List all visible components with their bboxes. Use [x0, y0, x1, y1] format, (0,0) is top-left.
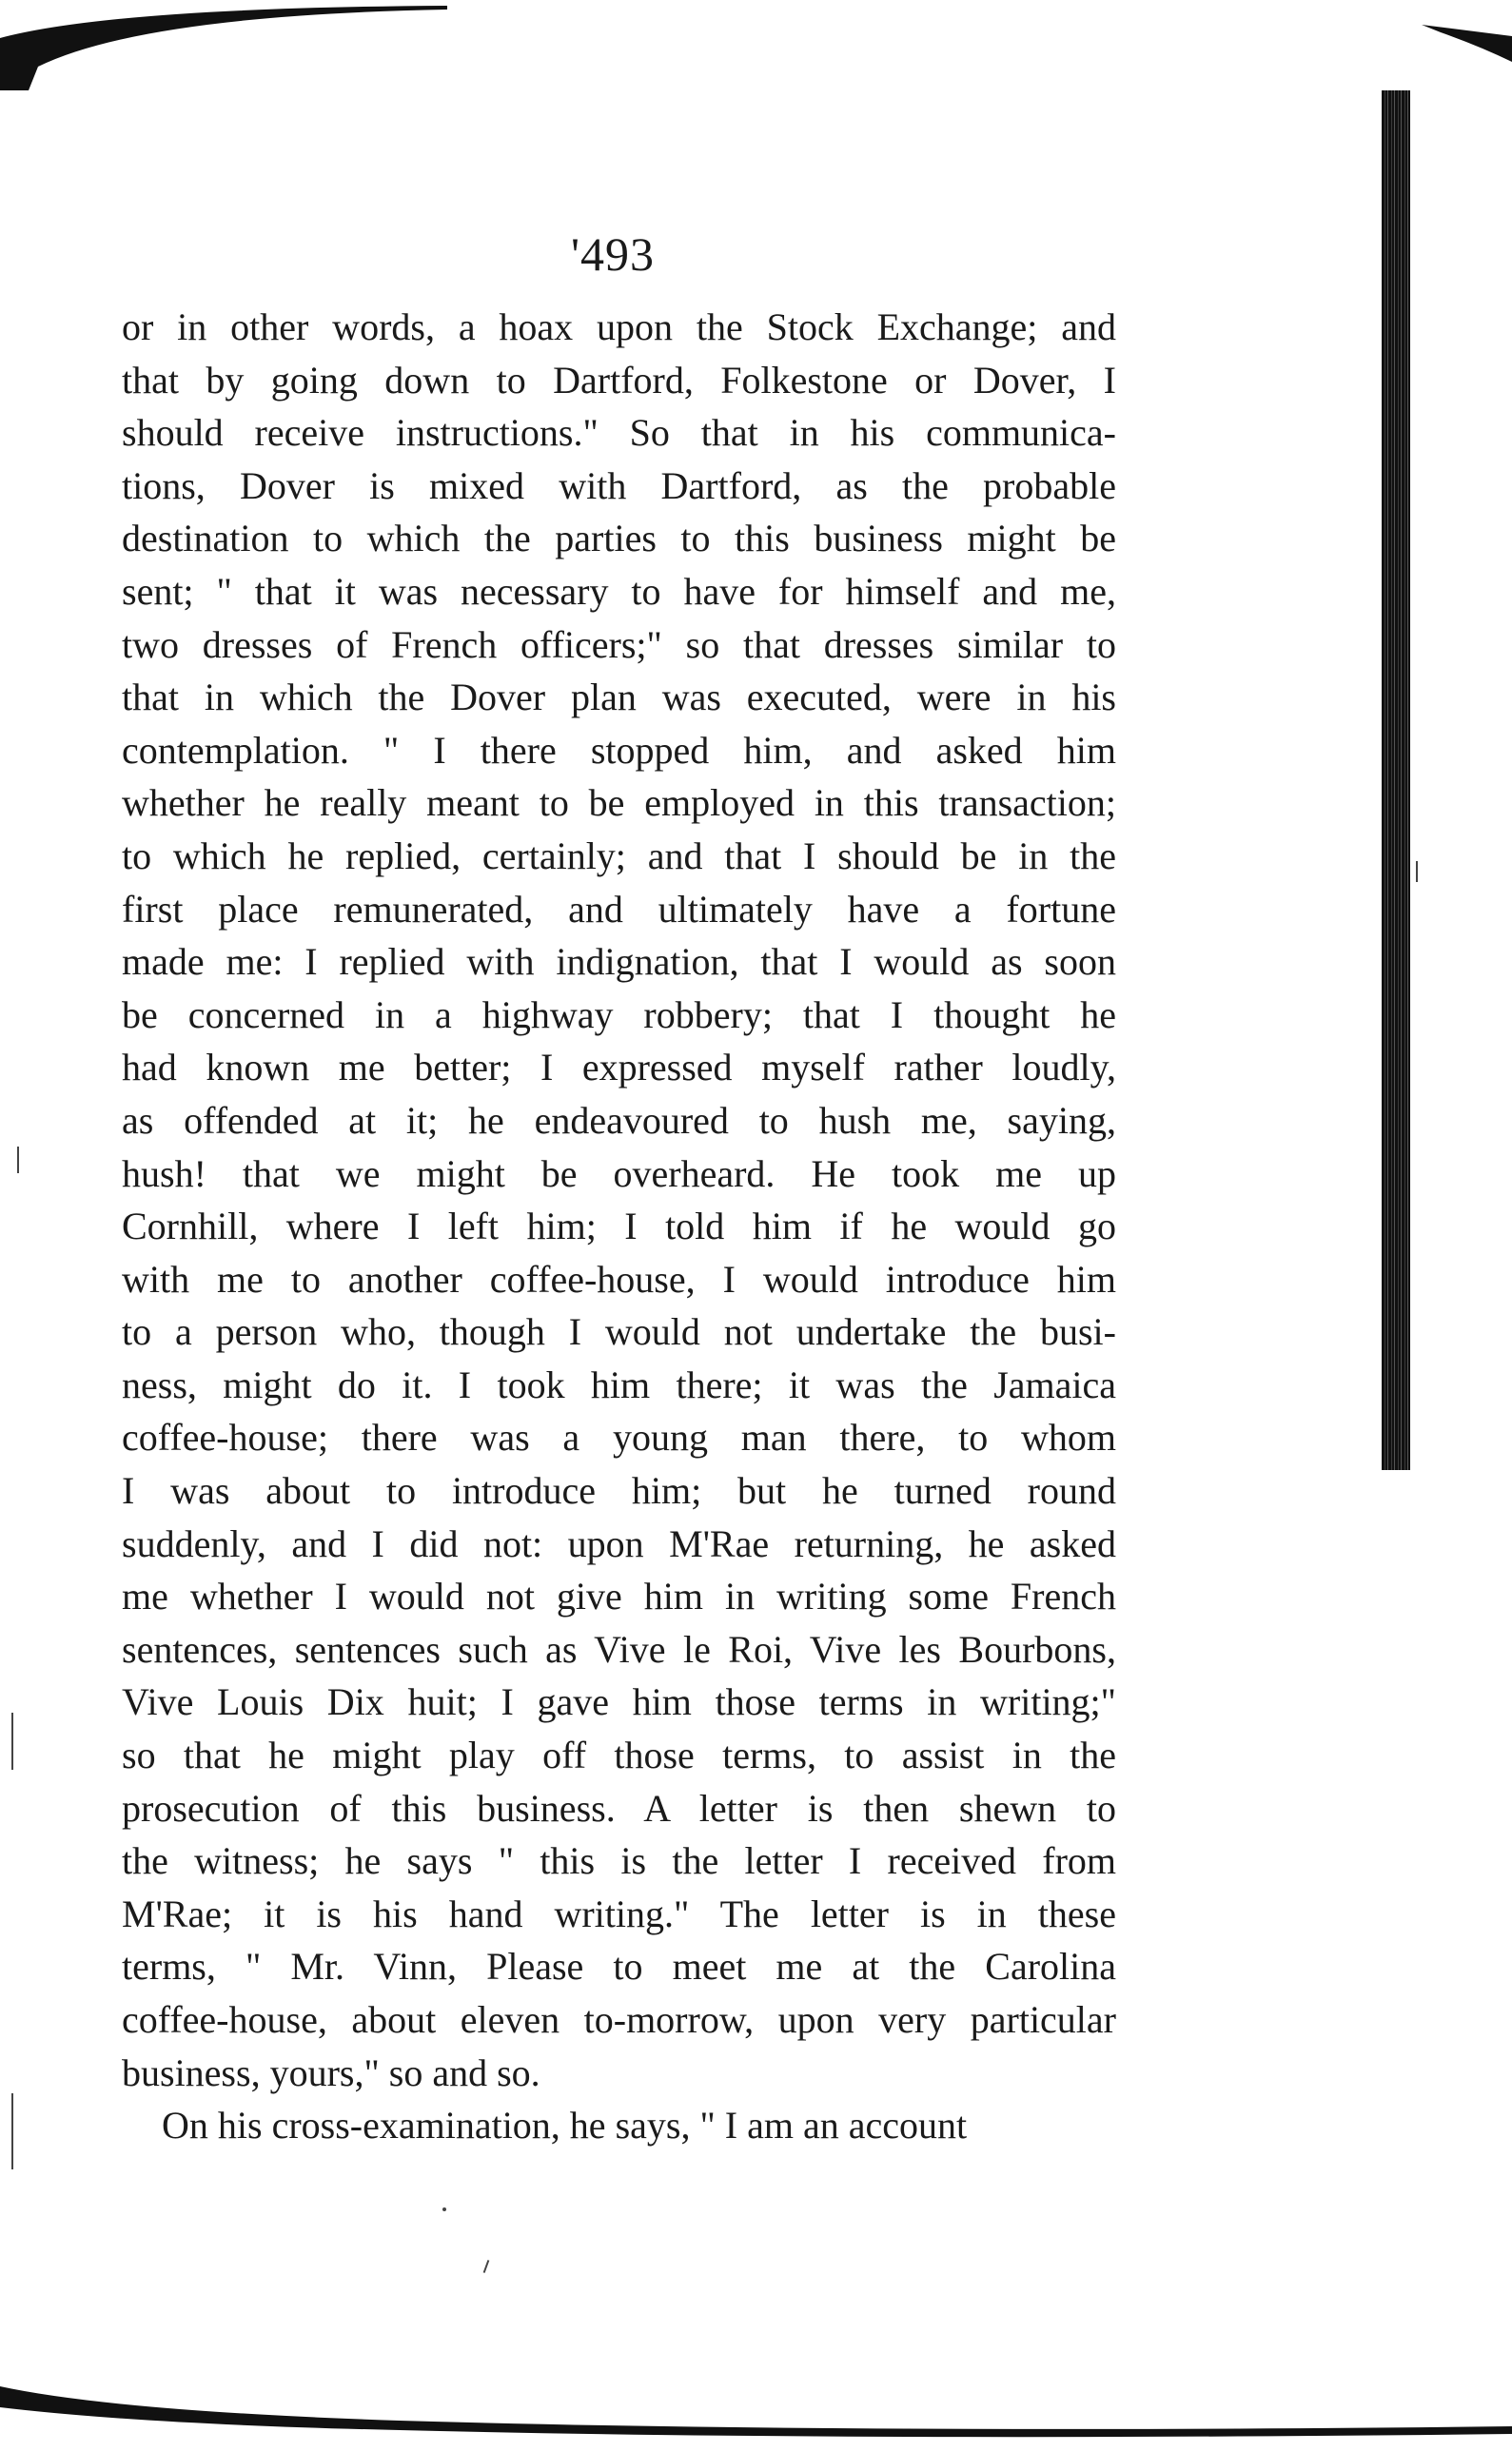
text-line: made me: I replied with indignation, that I would as soon [122, 940, 1116, 984]
text-line: contemplation. " I there stopped him, and asked him [122, 728, 1116, 772]
text-line: first place remunerated, and ultimately have a fortune [122, 887, 1116, 931]
text-line: coffee-house; there was a young man there, to whom [122, 1416, 1116, 1460]
text-line: that in which the Dover plan was executed, were in his [122, 676, 1116, 719]
text-line: with me to another coffee-house, I would introduce him [122, 1257, 1116, 1301]
text-line: business, yours," so and so. [122, 2050, 540, 2094]
page-curl-top-right [1422, 19, 1512, 62]
text-line: ness, might do it. I took him there; it was the Jamaica [122, 1363, 1116, 1406]
text-line: sentences, sentences such as Vive le Roi, Vive les Bourbons, [122, 1627, 1116, 1671]
margin-mark [1416, 861, 1418, 882]
text-line-paragraph-start: On his cross-examination, he says, " I am an account [162, 2104, 968, 2148]
text-line: tions, Dover is mixed with Dartford, as the probable [122, 463, 1116, 507]
text-line: Vive Louis Dix huit; I gave him those terms in writing;" [122, 1680, 1116, 1724]
text-line: hush! that we might be overheard. He took me up [122, 1151, 1116, 1195]
binding-shadow-strip [1382, 90, 1410, 1470]
text-line: suddenly, and I did not: upon M'Rae returning, he asked [122, 1521, 1116, 1565]
page-number: '493 [571, 227, 656, 281]
text-line: me whether I would not give him in writing some French [122, 1575, 1116, 1618]
text-line: be concerned in a highway robbery; that I thought he [122, 992, 1116, 1036]
margin-mark [11, 1713, 13, 1770]
text-line: I was about to introduce him; but he turned round [122, 1469, 1116, 1513]
text-line: to which he replied, certainly; and that I should be in the [122, 834, 1116, 877]
text-line: had known me better; I expressed myself rather loudly, [122, 1046, 1116, 1089]
margin-mark [442, 2207, 446, 2211]
margin-mark [17, 1147, 19, 1173]
text-line: as offended at it; he endeavoured to hush me, saying, [122, 1098, 1116, 1142]
text-line: destination to which the parties to this business might be [122, 517, 1116, 560]
text-line: so that he might play off those terms, to assist in the [122, 1734, 1116, 1777]
text-line: to a person who, though I would not undertake the busi- [122, 1310, 1116, 1354]
text-line: Cornhill, where I left him; I told him if he would go [122, 1205, 1116, 1248]
text-line: terms, " Mr. Vinn, Please to meet me at the Carolina [122, 1945, 1116, 1989]
text-line: whether he really meant to be employed in this transaction; [122, 781, 1116, 825]
text-line: the witness; he says " this is the letter I received from [122, 1839, 1116, 1883]
text-line: prosecution of this business. A letter is then shewn to [122, 1786, 1116, 1830]
text-line: two dresses of French officers;" so that dresses similar to [122, 622, 1116, 666]
text-line: coffee-house, about eleven to-morrow, upon very particular [122, 1998, 1116, 2041]
margin-mark [483, 2260, 490, 2273]
margin-mark [11, 2093, 13, 2169]
text-line: that by going down to Dartford, Folkestone or Dover, I [122, 358, 1116, 402]
text-line: or in other words, a hoax upon the Stock Exchange; and [122, 305, 1116, 348]
page-curl-top-left [0, 0, 447, 90]
text-line: sent; " that it was necessary to have for himself and me, [122, 569, 1116, 613]
body-text [122, 301, 1116, 2152]
text-line: M'Rae; it is his hand writing." The letter is in these [122, 1892, 1116, 1935]
page-edge-bottom [0, 2350, 1512, 2452]
text-line: should receive instructions." So that in his communica- [122, 411, 1116, 455]
